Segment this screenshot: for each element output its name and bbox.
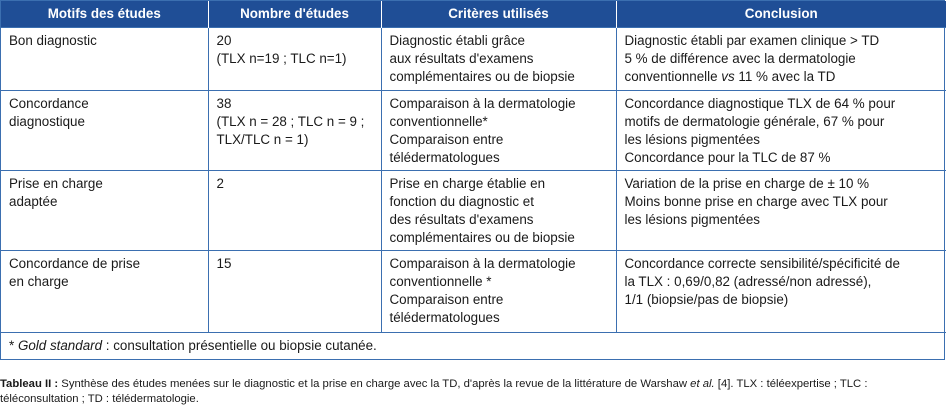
table-row — [1, 27, 946, 90]
cell-criteres: Prise en charge établie en fonction du diagnostic et des résultats d'examens complémentaires ou de biopsie — [381, 170, 616, 250]
caption-text-b: [4]. TLX : téléexpertise ; TLC : téléconsultation ; TD : télédermatologie. — [0, 378, 868, 405]
header-criteres: Critères utilisés — [381, 1, 616, 27]
caption-label: Tableau II : — [0, 378, 59, 390]
table-footnote-row — [1, 332, 946, 359]
footnote-star: * — [9, 337, 18, 353]
footnote-text: : consultation présentielle ou biopsie cutanée. — [102, 337, 377, 353]
cell-motif: Concordance de prise en charge — [1, 250, 208, 332]
cell-conclusion: Concordance correcte sensibilité/spécificité de la TLX : 0,69/0,82 (adressé/non adressé), 1/1 (biopsie/pas de biopsie) — [616, 250, 946, 332]
conclusion-text-a: Diagnostic établi par examen clinique > TD 5 % de différence avec la dermatologie conventionnelle — [624, 32, 880, 84]
studies-table — [1, 1, 946, 359]
cell-nombre: 15 — [208, 250, 381, 332]
cell-criteres: Diagnostic établi grâce aux résultats d'examens complémentaires ou de biopsie — [381, 27, 616, 90]
cell-motif: Concordance diagnostique — [1, 90, 208, 170]
header-nombre: Nombre d'études — [208, 1, 381, 27]
cell-conclusion: Concordance diagnostique TLX de 64 % pour motifs de dermatologie générale, 67 % pour les lésions pigmentées Concordance pour la TLC de 87 % — [616, 90, 946, 170]
table-footnote — [1, 332, 946, 359]
cell-conclusion — [616, 27, 946, 90]
cell-conclusion: Variation de la prise en charge de ± 10 % Moins bonne prise en charge avec TLX pour les lésions pigmentées — [616, 170, 946, 250]
cell-criteres: Comparaison à la dermatologie conventionnelle* Comparaison entre télédermatologues — [381, 90, 616, 170]
table-row — [1, 90, 946, 170]
cell-nombre: 2 — [208, 170, 381, 250]
cell-nombre: 38 (TLX n = 28 ; TLC n = 9 ; TLX/TLC n = 1) — [208, 90, 381, 170]
cell-motif: Prise en charge adaptée — [1, 170, 208, 250]
conclusion-vs: vs — [721, 68, 735, 84]
cell-criteres: Comparaison à la dermatologie conventionnelle * Comparaison entre télédermatologues — [381, 250, 616, 332]
header-conclusion: Conclusion — [616, 1, 946, 27]
caption-text-a: Synthèse des études menées sur le diagnostic et la prise en charge avec la TD, d'après la revue de la littérature de Warshaw — [58, 378, 691, 390]
conclusion-text-b: 11 % avec la TD — [734, 68, 836, 84]
table-caption — [0, 377, 947, 407]
header-motifs: Motifs des études — [1, 1, 208, 27]
footnote-gold-standard: Gold standard — [17, 337, 103, 353]
cell-nombre: 20 (TLX n=19 ; TLC n=1) — [208, 27, 381, 90]
cell-motif: Bon diagnostic — [1, 27, 208, 90]
table-row — [1, 170, 946, 250]
caption-et-al: et al. — [690, 378, 715, 390]
table-row — [1, 250, 946, 332]
table-header-row — [1, 1, 946, 27]
